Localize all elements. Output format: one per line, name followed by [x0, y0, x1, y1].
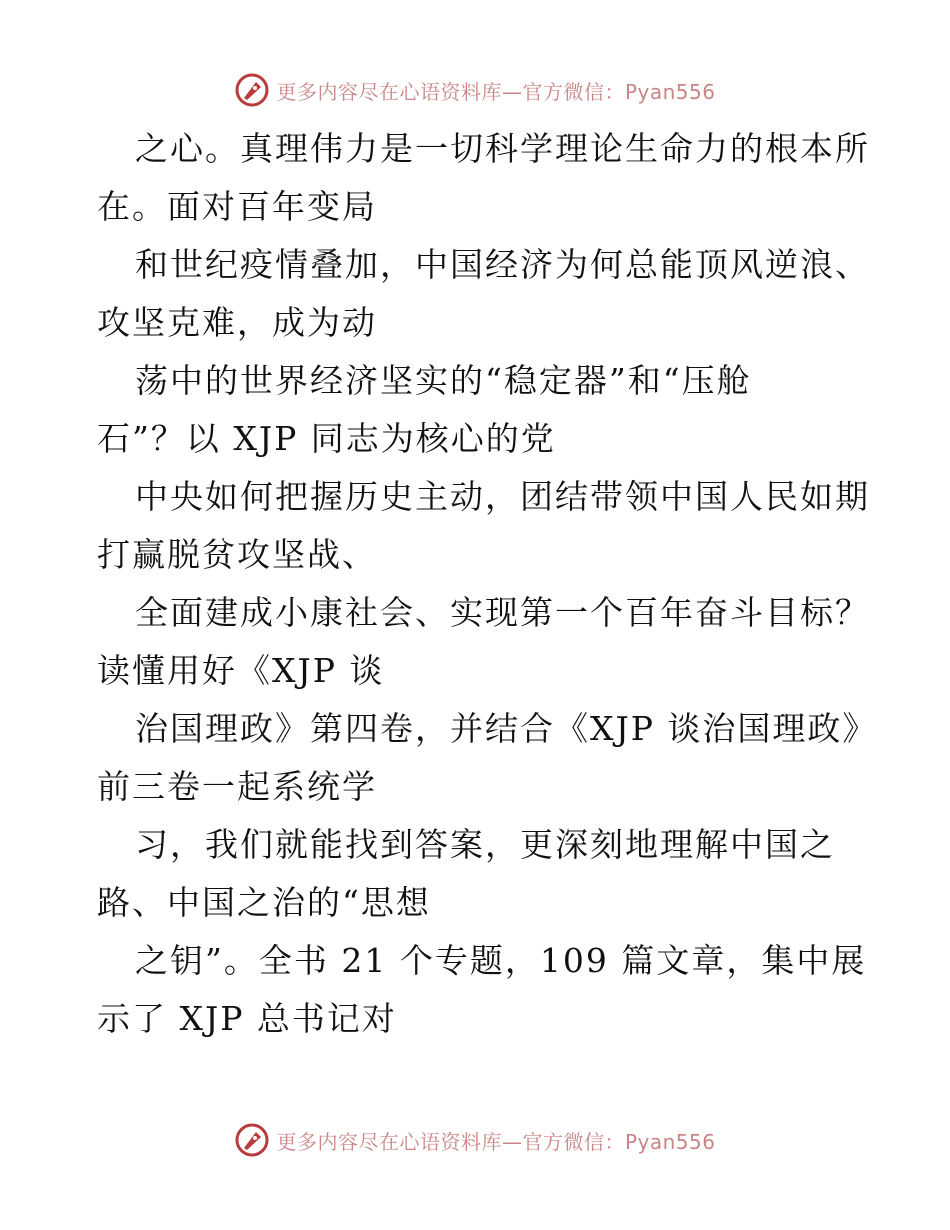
text-line: 示了 XJP 总书记对	[97, 999, 397, 1038]
footer-banner-text: 更多内容尽在心语资料库—官方微信：Pyan556	[276, 1129, 716, 1154]
text-line: 石”？以 XJP 同志为核心的党	[97, 419, 556, 458]
text-line: 打赢脱贫攻坚战、	[97, 535, 377, 574]
text-line: 之钥”。全书 21 个专题，109 篇文章，集中展	[135, 941, 867, 980]
text-line: 在。面对百年变局	[97, 187, 377, 226]
header-banner-text: 更多内容尽在心语资料库—官方微信：Pyan556	[276, 79, 716, 104]
text-line: 和世纪疫情叠加，中国经济为何总能顶风逆浪、	[135, 245, 870, 284]
text-line: 全面建成小康社会、实现第一个百年奋斗目标？	[135, 593, 870, 632]
page-footer-banner	[0, 1122, 950, 1158]
text-line: 治国理政》第四卷，并结合《XJP 谈治国理政》	[135, 709, 878, 748]
text-line: 习，我们就能找到答案，更深刻地理解中国之	[135, 825, 835, 864]
page-header-banner	[0, 72, 950, 108]
text-line: 中央如何把握历史主动，团结带领中国人民如期	[135, 477, 870, 516]
text-line: 之心。真理伟力是一切科学理论生命力的根本所	[135, 129, 870, 168]
pen-nib-logo-icon	[234, 72, 270, 108]
document-body	[97, 120, 878, 1048]
text-line: 前三卷一起系统学	[97, 767, 377, 806]
text-line: 路、中国之治的“思想	[97, 883, 431, 922]
text-line: 读懂用好《XJP 谈	[97, 651, 385, 690]
text-line: 荡中的世界经济坚实的“稳定器”和“压舱	[135, 361, 752, 400]
text-line: 攻坚克难，成为动	[97, 303, 377, 342]
pen-nib-logo-icon	[234, 1122, 270, 1158]
